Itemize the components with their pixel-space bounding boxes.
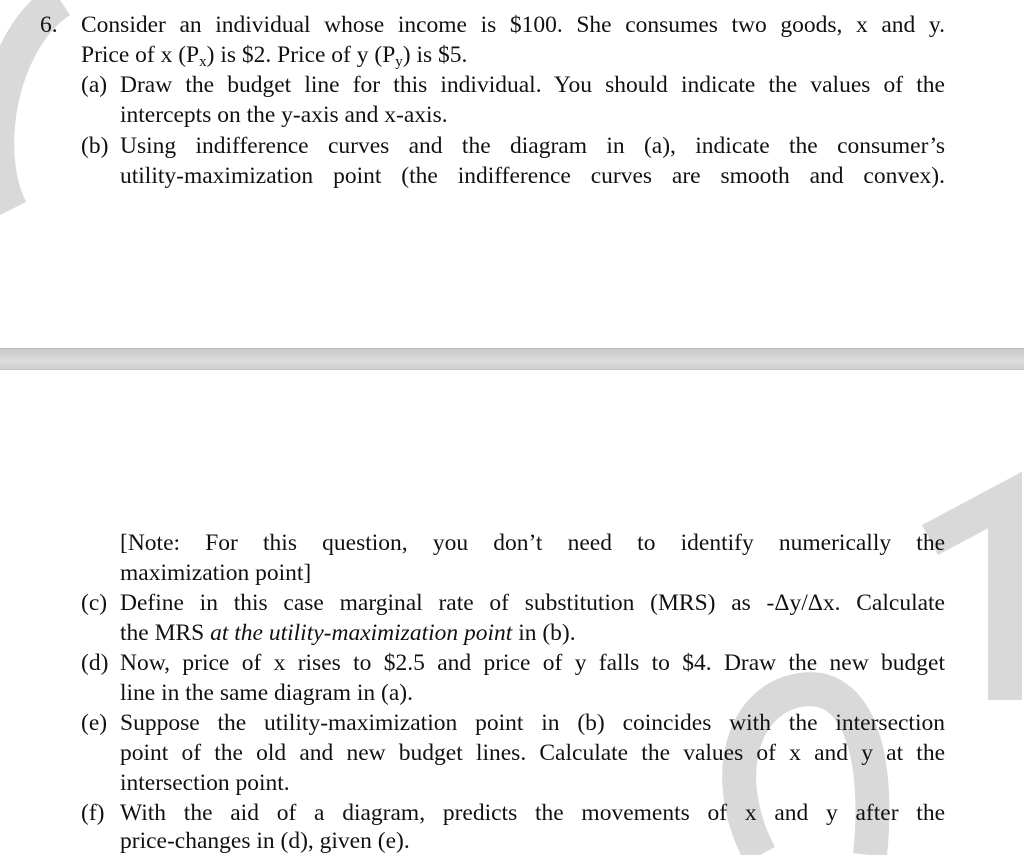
question-intro-line2: Price of x $(P_x)$ is $2. Price of y $(P_y)$ is $5. [81,42,468,70]
question-number: 6. [40,12,58,38]
part-c-line2: the MRS at the utility-maximization point in (b). [120,620,576,646]
question-intro-line1: Consider an individual whose income is $100. She consumes two goods, x and y. [81,12,945,38]
part-e-line3: intersection point. [120,770,290,796]
part-b-label: (b) [81,133,109,159]
part-a-line2: intercepts on the y-axis and x-axis. [120,102,448,128]
part-e-label: (e) [81,710,108,736]
part-f-line1: With the aid of a diagram, predicts the movements of x and y after the [120,800,945,826]
part-b-line1: Using indifference curves and the diagram in (a), indicate the consumer’s [120,133,945,159]
part-c-label: (c) [81,590,108,616]
note-line1: [Note: For this question, you don’t need to identify numerically the [120,530,945,556]
page-separator [0,348,1024,370]
part-f-label: (f) [81,800,105,826]
part-a-line1: Draw the budget line for this individual. You should indicate the values of the [120,72,945,98]
part-f-line2: price-changes in (d), given (e). [120,828,410,854]
part-d-line2: line in the same diagram in (a). [120,680,413,706]
part-e-line2: point of the old and new budget lines. Calculate the values of x and y at the [120,740,945,766]
part-d-line1: Now, price of x rises to $2.5 and price of y falls to $4. Draw the new budget [120,650,945,676]
page-top [0,0,1024,348]
part-b-line2: utility-maximization point (the indifference curves are smooth and convex). [120,163,945,189]
note-line2: maximization point] [120,560,312,586]
part-a-label: (a) [81,72,108,98]
part-d-label: (d) [81,650,109,676]
page-bottom [0,368,1024,855]
part-e-line1: Suppose the utility-maximization point in (b) coincides with the intersection [120,710,945,736]
part-c-line1: Define in this case marginal rate of substitution (MRS) as -Δy/Δx. Calculate [120,590,945,616]
